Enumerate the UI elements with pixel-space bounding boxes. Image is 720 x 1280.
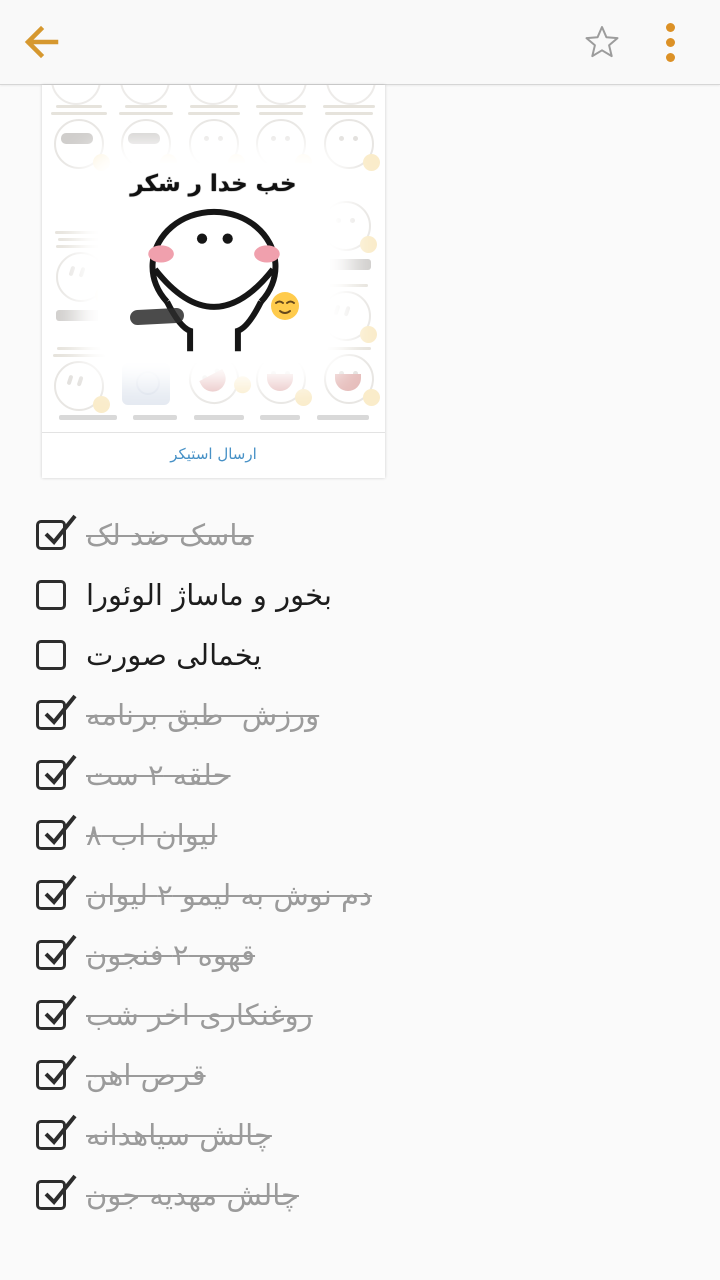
checkbox[interactable] xyxy=(36,700,66,730)
checklist-item-label[interactable]: ورزش طبق برنامه xyxy=(86,698,320,732)
back-button[interactable] xyxy=(13,14,69,70)
top-app-bar xyxy=(0,0,720,85)
checkmark-icon xyxy=(39,1112,79,1152)
checklist-item xyxy=(0,805,720,865)
checkmark-icon xyxy=(39,992,79,1032)
checklist-item xyxy=(0,1045,720,1105)
checkbox[interactable] xyxy=(36,580,66,610)
back-arrow-icon xyxy=(22,23,60,61)
checklist-item-label[interactable]: ماسک ضد لک xyxy=(86,518,254,552)
checklist-item xyxy=(0,925,720,985)
checklist-item-label[interactable]: یخمالی صورت xyxy=(86,638,262,672)
checklist-item-label[interactable]: بخور و ماساژ الوئورا xyxy=(86,578,332,612)
checkmark-icon xyxy=(39,812,79,852)
image-divider xyxy=(42,432,385,433)
checklist xyxy=(0,505,720,1225)
checkmark-icon xyxy=(39,1172,79,1212)
checklist-item-label[interactable]: قرص اهن xyxy=(86,1058,206,1092)
sticker-face-smiley xyxy=(189,119,239,169)
sticker-face-sunglasses xyxy=(54,119,104,169)
favorite-button[interactable] xyxy=(574,14,630,70)
checklist-item-label[interactable]: دم نوش به لیمو ۲ لیوان xyxy=(86,878,372,912)
checklist-item xyxy=(0,985,720,1045)
checkbox[interactable] xyxy=(36,760,66,790)
sticker-face-illustration xyxy=(124,201,304,353)
checkbox[interactable] xyxy=(36,520,66,550)
checklist-item xyxy=(0,565,720,625)
checkmark-icon xyxy=(39,1052,79,1092)
checklist-item xyxy=(0,625,720,685)
checkmark-icon xyxy=(39,932,79,972)
overflow-menu-button[interactable] xyxy=(642,14,698,70)
checklist-item xyxy=(0,505,720,565)
checkmark-icon xyxy=(39,872,79,912)
sticker-face-smiley xyxy=(324,119,374,169)
checkbox[interactable] xyxy=(36,880,66,910)
featured-sticker xyxy=(42,171,385,353)
checklist-item-label[interactable]: قهوه ۲ فنجون xyxy=(86,938,256,972)
checkbox[interactable] xyxy=(36,1000,66,1030)
send-sticker-link[interactable]: ارسال استیکر xyxy=(170,445,257,463)
sticker-face-laughing xyxy=(324,354,374,404)
checkmark-icon xyxy=(39,692,79,732)
sticker-face-smiley xyxy=(256,119,306,169)
sticker-face-confused xyxy=(54,361,104,411)
checkbox[interactable] xyxy=(36,1120,66,1150)
checklist-item xyxy=(0,1165,720,1225)
checklist-item xyxy=(0,1105,720,1165)
sticker-face-sunglasses xyxy=(121,119,171,169)
vertical-ellipsis-icon xyxy=(666,23,675,62)
checklist-item-label[interactable]: لیوان اب ۸ xyxy=(86,818,218,852)
sticker-title: خب خدا ر شکر xyxy=(130,171,297,197)
checkbox[interactable] xyxy=(36,1180,66,1210)
checkmark-icon xyxy=(39,512,79,552)
relieved-face-emoji-icon xyxy=(270,291,300,321)
checkbox[interactable] xyxy=(36,940,66,970)
checkbox[interactable] xyxy=(36,1060,66,1090)
star-icon xyxy=(584,24,620,60)
checklist-item-label[interactable]: چالش سیاهدانه xyxy=(86,1118,272,1152)
checkmark-icon xyxy=(39,752,79,792)
checklist-item xyxy=(0,745,720,805)
checklist-item-label[interactable]: حلقه ۲ ست xyxy=(86,758,231,792)
sticker-card-blue xyxy=(122,363,170,405)
checklist-item-label[interactable]: روغنکاری اخر شب xyxy=(86,998,313,1032)
checklist-item-label[interactable]: چالش مهدیه جون xyxy=(86,1178,299,1212)
watermark-blob xyxy=(130,308,185,326)
checklist-item xyxy=(0,685,720,745)
checklist-item xyxy=(0,865,720,925)
checkbox[interactable] xyxy=(36,820,66,850)
checkbox[interactable] xyxy=(36,640,66,670)
attached-image[interactable] xyxy=(42,85,385,478)
